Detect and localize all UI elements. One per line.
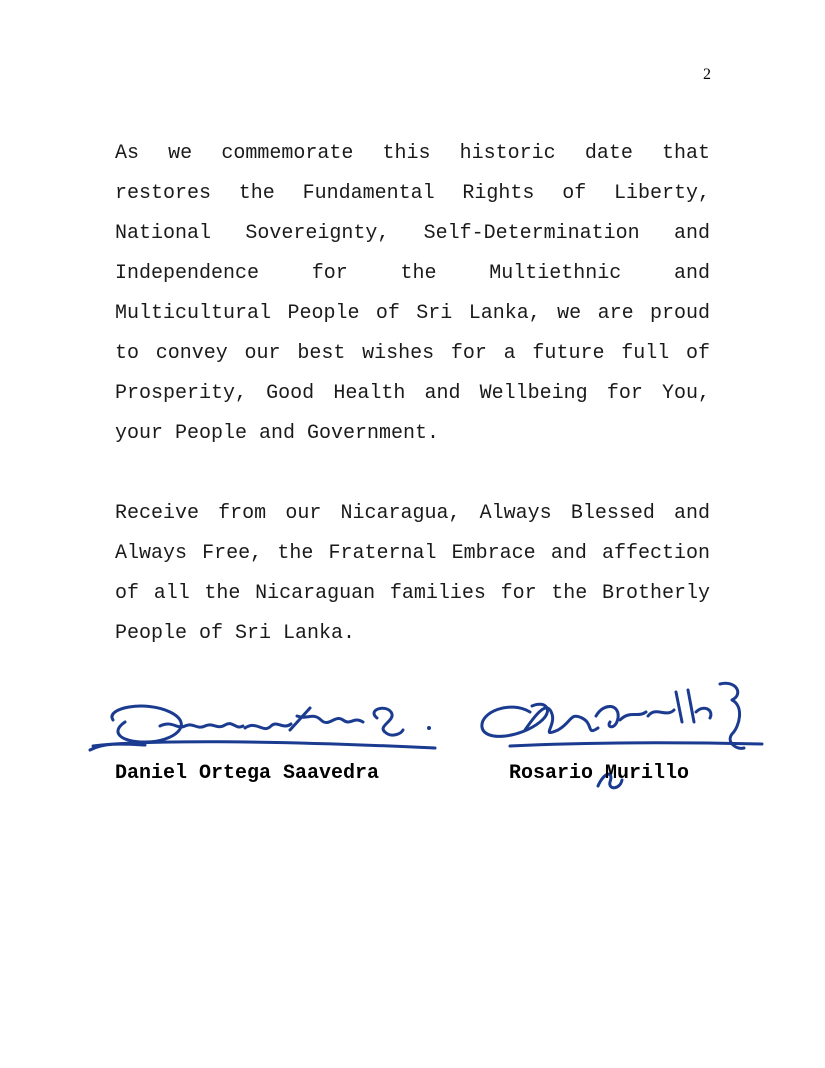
- signer-name-daniel-ortega: Daniel Ortega Saavedra: [115, 762, 380, 785]
- body-paragraph-2: Receive from our Nicaragua, Always Blessed and Always Free, the Fraternal Embrace and affection of all the Nicaraguan families for the Brotherly People of Sri Lanka.: [115, 502, 710, 645]
- signature-daniel-ortega: [85, 690, 445, 760]
- signer-name-rosario-murillo: Rosario Murillo: [509, 762, 690, 785]
- page-number: 2: [703, 66, 711, 83]
- body-paragraph-1: As we commemorate this historic date that restores the Fundamental Rights of Liberty, National Sovereignty, Self-Determination and Independence for the Multiethnic and Multicultural People of Sri Lanka, we are proud to convey our best wishes for a future full of Prosperity, Good Health and Wellbeing for You, your People and Government.: [115, 142, 710, 445]
